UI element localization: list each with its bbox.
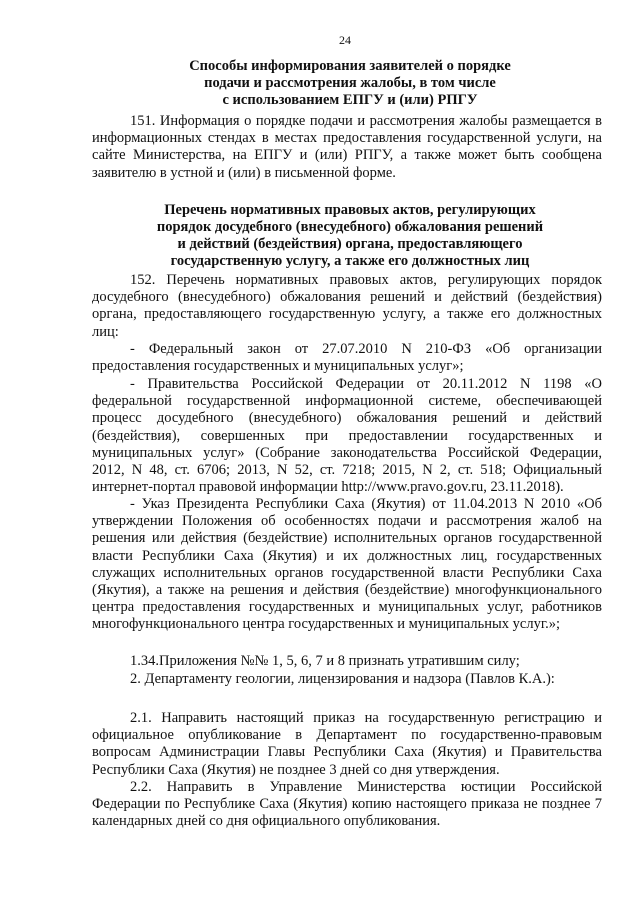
heading-line: с использованием ЕПГУ и (или) РПГУ — [222, 92, 478, 108]
heading-line: Перечень нормативных правовых актов, регулирующих — [164, 202, 536, 218]
page-number: 24 — [339, 33, 351, 47]
paragraph-2-1: 2.1. Направить настоящий приказ на государственную регистрацию и официальное опубликование в Департамент по государственно-правовым вопросам Администрации Главы Республики Саха (Якутия) и Правительства Республики Саха (Якутия) не позднее 3 дней со дня утверждения. — [92, 710, 602, 778]
paragraph-152: 152. Перечень нормативных правовых актов, регулирующих порядок досудебного (внесудебного) обжалования решений и действий (бездействия) органа, предоставляющего государственную услугу, а также его должностных лиц: — [92, 272, 602, 340]
list-item-federal-law: - Федеральный закон от 27.07.2010 N 210-ФЗ «Об организации предоставления государственных и муниципальных услуг»; — [92, 341, 602, 375]
heading-line: Способы информирования заявителей о порядке — [189, 58, 511, 74]
list-item-government-decree: - Правительства Российской Федерации от 20.11.2012 N 1198 «О федеральной государственной информационной системе, обеспечивающей процесс досудебного (внесудебного) обжалования решений и действий (бездействия), совершенных при предоставлении государственных и муниципальных услуг» (Собрание законодательства Российской Федерации, 2012, N 48, ст. 6706; 2013, N 52, ст. 7218; 2015, N 2, ст. 518; Официальный интернет-портал правовой информации http://www.pravo.gov.ru, 23.11.2018). — [92, 376, 602, 496]
heading-line: порядок досудебного (внесудебного) обжалования решений — [156, 219, 544, 235]
section-heading-informing — [100, 58, 600, 109]
paragraph-2: 2. Департаменту геологии, лицензирования и надзора (Павлов К.А.): — [130, 671, 555, 687]
heading-line: и действий (бездействия) органа, предоставляющего — [177, 236, 523, 252]
heading-line: подачи и рассмотрения жалобы, в том числе — [204, 75, 496, 91]
heading-line: государственную услугу, а также его должностных лиц — [170, 253, 530, 269]
paragraph-151: 151. Информация о порядке подачи и рассмотрения жалобы размещается в информационных стендах в местах предоставления государственной услуги, на сайте Министерства, на ЕПГУ и (или) РПГУ, а также может быть сообщена заявителю в устной и (или) в письменной форме. — [92, 113, 602, 181]
paragraph-1-34: 1.34.Приложения №№ 1, 5, 6, 7 и 8 признать утратившим силу; — [130, 653, 520, 669]
section-heading-normative-acts — [100, 202, 600, 270]
paragraph-2-2: 2.2. Направить в Управление Министерства юстиции Российской Федерации по Республике Саха (Якутия) копию настоящего приказа не позднее 7 календарных дней со дня официального опубликования. — [92, 779, 602, 830]
list-item-presidential-decree: - Указ Президента Республики Саха (Якутия) от 11.04.2013 N 2010 «Об утверждении Положения об особенностях подачи и рассмотрения жалоб на решения или действия (бездействие) исполнительных органов государственной власти Республики Саха (Якутия) и их должностных лиц, государственных служащих исполнительных органов государственной власти Республики Саха (Якутия), а также на решения и действия (бездействие) многофункционального центра предоставления государственных и муниципальных услуг, работников многофункционального центра государственных и муниципальных услуг.»; — [92, 496, 602, 633]
